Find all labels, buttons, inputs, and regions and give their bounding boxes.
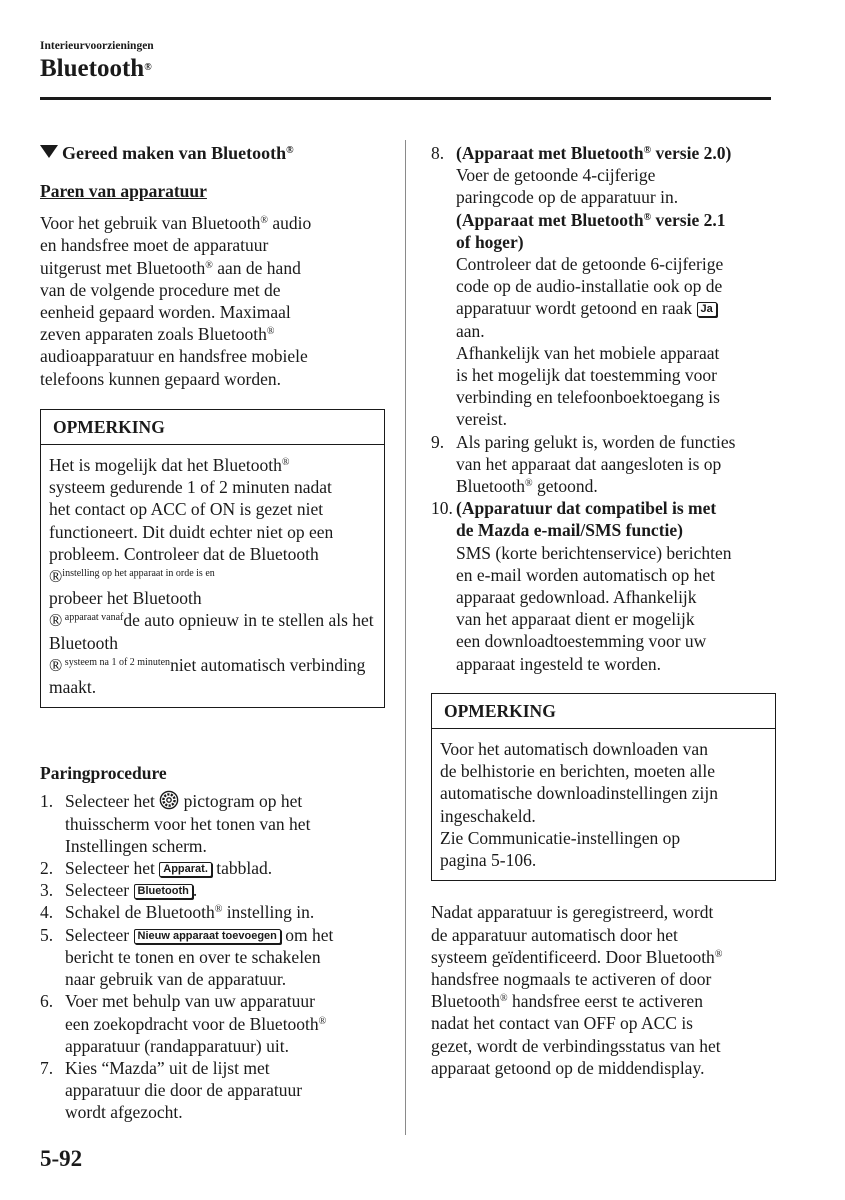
note-body: Voor het automatisch downloaden van de belhistorie en berichten, moeten alle automatische downloadinstellingen zijn ingeschakeld. Zie Communicatie-instellingen op pagina 5-106. bbox=[440, 739, 718, 871]
apparat-tab-button[interactable]: Apparat. bbox=[159, 862, 212, 877]
list-item: 1. Selecteer het pictogram op het thuisscherm voor het tonen van het Instellingen scherm. bbox=[40, 791, 311, 856]
procedure-steps-continued bbox=[431, 142, 776, 675]
triangle-bullet-icon bbox=[40, 145, 58, 158]
note-box bbox=[40, 409, 385, 708]
list-item: 4. Schakel de Bluetooth® instelling in. bbox=[40, 902, 315, 923]
intro-paragraph: Voor het gebruik van Bluetooth® audio en handsfree moet de apparatuur uitgerust met Bluetooth® aan de hand van de volgende procedure met de eenheid gepaard worden. Maximaal zeven apparaten zoals Bluetooth® audioapparatuur en handsfree mobiele telefoons kunnen gepaard worden. bbox=[40, 213, 312, 389]
right-column bbox=[431, 142, 776, 1079]
procedure-title: Paringprocedure bbox=[40, 763, 167, 784]
page-title: Bluetooth® bbox=[40, 55, 152, 82]
note-title: OPMERKING bbox=[41, 410, 384, 445]
closing-paragraph: Nadat apparatuur is geregistreerd, wordt de apparatuur automatisch door het systeem geïdentificeerd. Door Bluetooth® handsfree nogmaals te activeren of door Bluetooth® handsfree eerst te activeren nadat het contact van OFF op ACC is gezet, wordt de verbindingsstatus van het apparaat getoond op de middendisplay. bbox=[431, 902, 723, 1078]
header-rule bbox=[40, 97, 771, 100]
note-title: OPMERKING bbox=[432, 694, 775, 729]
list-item: 5. Selecteer Nieuw apparaat toevoegen om het bericht te tonen en over te schakelen naar gebruik van de apparatuur. bbox=[40, 924, 334, 990]
list-item: 6. Voer met behulp van uw apparatuur een zoekopdracht voor de Bluetooth® apparatuur (randapparatuur) uit. bbox=[40, 991, 327, 1056]
page-number: 5-92 bbox=[40, 1146, 83, 1171]
add-device-button[interactable]: Nieuw apparaat toevoegen bbox=[134, 929, 281, 944]
ja-button[interactable]: Ja bbox=[697, 302, 717, 317]
left-column bbox=[40, 140, 385, 1124]
list-item: 3. Selecteer Bluetooth . bbox=[40, 880, 198, 901]
note-box-downloads bbox=[431, 693, 776, 881]
pairing-title: Paren van apparatuur bbox=[40, 181, 207, 201]
bluetooth-button[interactable]: Bluetooth bbox=[134, 884, 193, 899]
list-item: 2. Selecteer het Apparat. tabblad. bbox=[40, 858, 273, 879]
list-item: 7. Kies “Mazda” uit de lijst met apparatuur die door de apparatuur wordt afgezocht. bbox=[40, 1057, 303, 1123]
list-item: 9. Als paring gelukt is, worden de functies van het apparaat dat aangesloten is op Bluetooth® getoond. bbox=[431, 431, 736, 497]
procedure-steps bbox=[40, 790, 385, 1123]
settings-gear-icon bbox=[159, 790, 179, 810]
section-heading: Gereed maken van Bluetooth® bbox=[40, 140, 385, 166]
section-label: Interieurvoorzieningen bbox=[40, 40, 154, 52]
note-body: Het is mogelijk dat het Bluetooth® systeem gedurende 1 of 2 minuten nadat het contact op ACC of ON is gezet niet functioneert. Dit duidt echter niet op een probleem. Controleer dat de Bluetooth ®$^{instelling op het apparaat in orde is en}$ probeer het Bluetooth ® $^{apparaat vanaf}$de auto opnieuw in te stellen als het Bluetooth ® $^{systeem na 1 of 2 minuten}$niet automatisch verbinding maakt. bbox=[49, 455, 374, 698]
list-item: 10. (Apparatuur dat compatibel is met de Mazda e-mail/SMS functie) SMS (korte berichtenservice) berichten en e-mail worden automatisch op het apparaat gedownload. Afhankelijk van het apparaat dient er mogelijk een downloadtoestemming voor uw apparaat ingesteld te worden. bbox=[431, 498, 732, 674]
list-item: 8. (Apparaat met Bluetooth® versie 2.0) Voer de getoonde 4-cijferige paringcode op de apparatuur in. (Apparaat met Bluetooth® versie 2.1 of hoger) Controleer dat de getoonde 6-cijferige code op de audio-installatie ook op de apparatuur wordt getoond en raak Ja aan. Afhankelijk van het mobiele apparaat is het mogelijk dat toestemming voor verbinding en telefoonboektoegang is vereist. bbox=[431, 143, 732, 430]
column-divider bbox=[405, 140, 406, 1135]
